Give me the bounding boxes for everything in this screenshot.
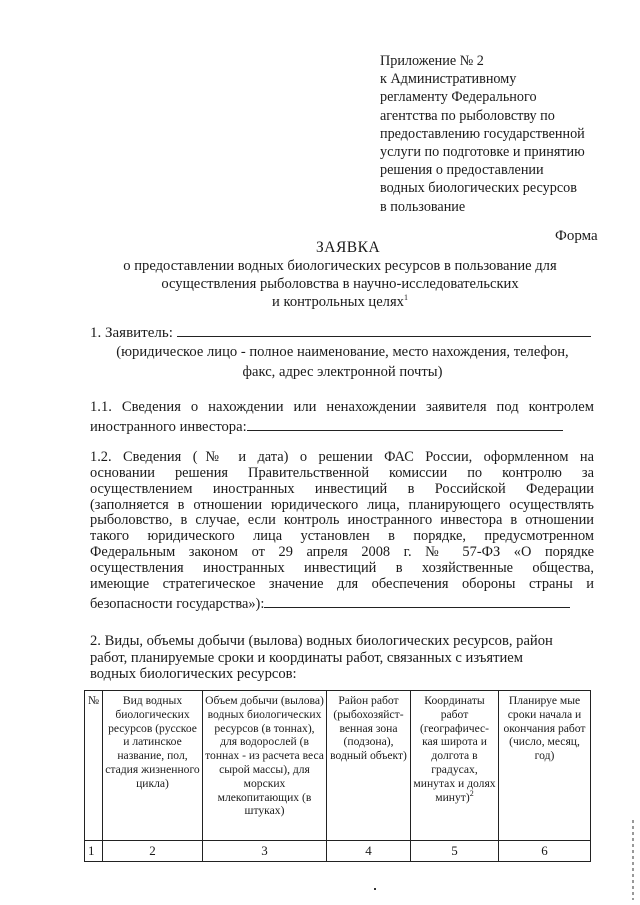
paragraph-line: 1.1. Сведения о нахождении или ненахождении заявителя под контролем	[90, 399, 594, 415]
section-1-2	[90, 450, 594, 612]
header-cell-volume: Объем добычи (вылова) водных биологических ресурсов (в тоннах), для водорослей (в тоннах - из расчета веса сырой массы), для морских млекопитающих (в штуках)	[203, 691, 327, 841]
subtitle-line	[100, 293, 580, 311]
column-number: 5	[411, 841, 499, 862]
appendix-line: к Административному	[380, 71, 517, 88]
appendix-line: решения о предоставлении	[380, 162, 544, 179]
form-label: Форма	[555, 228, 598, 244]
document-title: ЗАЯВКА	[316, 239, 381, 256]
applicant-field-line[interactable]	[177, 322, 591, 337]
paragraph-line: (заполняется в отношении юридического лица, планирующего осуществлять	[90, 497, 594, 513]
table-header-row	[85, 691, 591, 841]
paragraph-line: рыболовство, в случае, если контроль иностранного инвестора в отношении	[90, 513, 594, 529]
investor-field-line[interactable]	[247, 416, 563, 431]
fas-decision-label: безопасности государства»):	[90, 595, 265, 612]
appendix-line: услуги по подготовке и принятию	[380, 144, 585, 161]
resources-table	[84, 690, 591, 862]
section-1-1	[90, 399, 594, 435]
section-2	[90, 633, 600, 683]
paragraph-line-with-field	[90, 416, 594, 436]
header-cell-coordinates-text: Координаты работ (географичес-кая широта и долгота в градусах, минутах и долях минут)	[413, 694, 496, 804]
column-number: 3	[203, 841, 327, 862]
fas-decision-field-line[interactable]	[264, 593, 570, 608]
subtitle-line-text: и контрольных целях	[272, 294, 404, 310]
header-cell-number: №	[85, 691, 103, 841]
paragraph-line: 1.2. Сведения (№ и дата) о решении ФАС России, оформленном на	[90, 450, 594, 465]
paragraph-line: водных биологических ресурсов:	[90, 666, 297, 682]
header-cell-species: Вид водных биологических ресурсов (русское и латинское название, пол, стадия жизненного цикла)	[103, 691, 203, 841]
document-subtitle	[100, 257, 580, 311]
paragraph-line: осуществления иностранных инвестиций в хозяйственные общества,	[90, 560, 594, 576]
appendix-line: в пользование	[380, 198, 466, 215]
section-applicant	[90, 322, 591, 342]
appendix-header	[380, 52, 630, 216]
applicant-label: 1. Заявитель:	[90, 325, 173, 341]
paragraph-line: работ, планируемые сроки и координаты работ, связанных с изъятием	[90, 649, 524, 666]
appendix-line: водных биологических ресурсов	[380, 180, 577, 197]
column-number: 4	[327, 841, 411, 862]
hint-line: (юридическое лицо - полное наименование, место нахождения, телефон,	[116, 344, 569, 360]
header-cell-coordinates	[411, 691, 499, 841]
column-number: 6	[499, 841, 591, 862]
subtitle-line: осуществления рыболовства в научно-исследовательских	[161, 276, 519, 292]
investor-label: иностранного инвестора:	[90, 418, 247, 435]
appendix-line: предоставлению государственной	[380, 125, 585, 142]
column-number: 1	[85, 841, 103, 862]
paragraph-line-with-field	[90, 593, 594, 613]
applicant-hint	[90, 342, 595, 382]
paragraph-line: осуществлением иностранных инвестиций в Российской Федерации	[90, 481, 594, 497]
header-cell-dates: Планируе мые сроки начала и окончания работ (число, месяц, год)	[499, 691, 591, 841]
subtitle-line: о предоставлении водных биологических ресурсов в пользование для	[123, 258, 557, 274]
appendix-line: агентства по рыболовству по	[380, 107, 555, 124]
footnote-marker: 2	[469, 788, 474, 798]
paragraph-line: Федеральным законом от 29 апреля 2008 г. № 57-ФЗ «О порядке	[90, 545, 594, 561]
hint-line: факс, адрес электронной почты)	[242, 364, 443, 380]
paragraph-line: такого юридического лица установлен в порядке, предусмотренном	[90, 529, 594, 545]
scan-speck	[374, 888, 376, 890]
table-number-row	[85, 841, 591, 862]
paragraph-line: 2. Виды, объемы добычи (вылова) водных биологических ресурсов, район	[90, 633, 553, 649]
paragraph-line: основании решения Правительственной комиссии по контролю за	[90, 465, 594, 481]
footnote-marker: 1	[403, 293, 408, 303]
scan-edge-mark	[632, 820, 634, 900]
column-number: 2	[103, 841, 203, 862]
appendix-line: Приложение № 2	[380, 53, 484, 69]
appendix-line: регламенту Федерального	[380, 89, 537, 106]
header-cell-area: Район работ (рыбохозяйст-венная зона (подзона), водный объект)	[327, 691, 411, 841]
paragraph-line: имеющие стратегическое значение для обеспечения обороны страны и	[90, 576, 594, 592]
